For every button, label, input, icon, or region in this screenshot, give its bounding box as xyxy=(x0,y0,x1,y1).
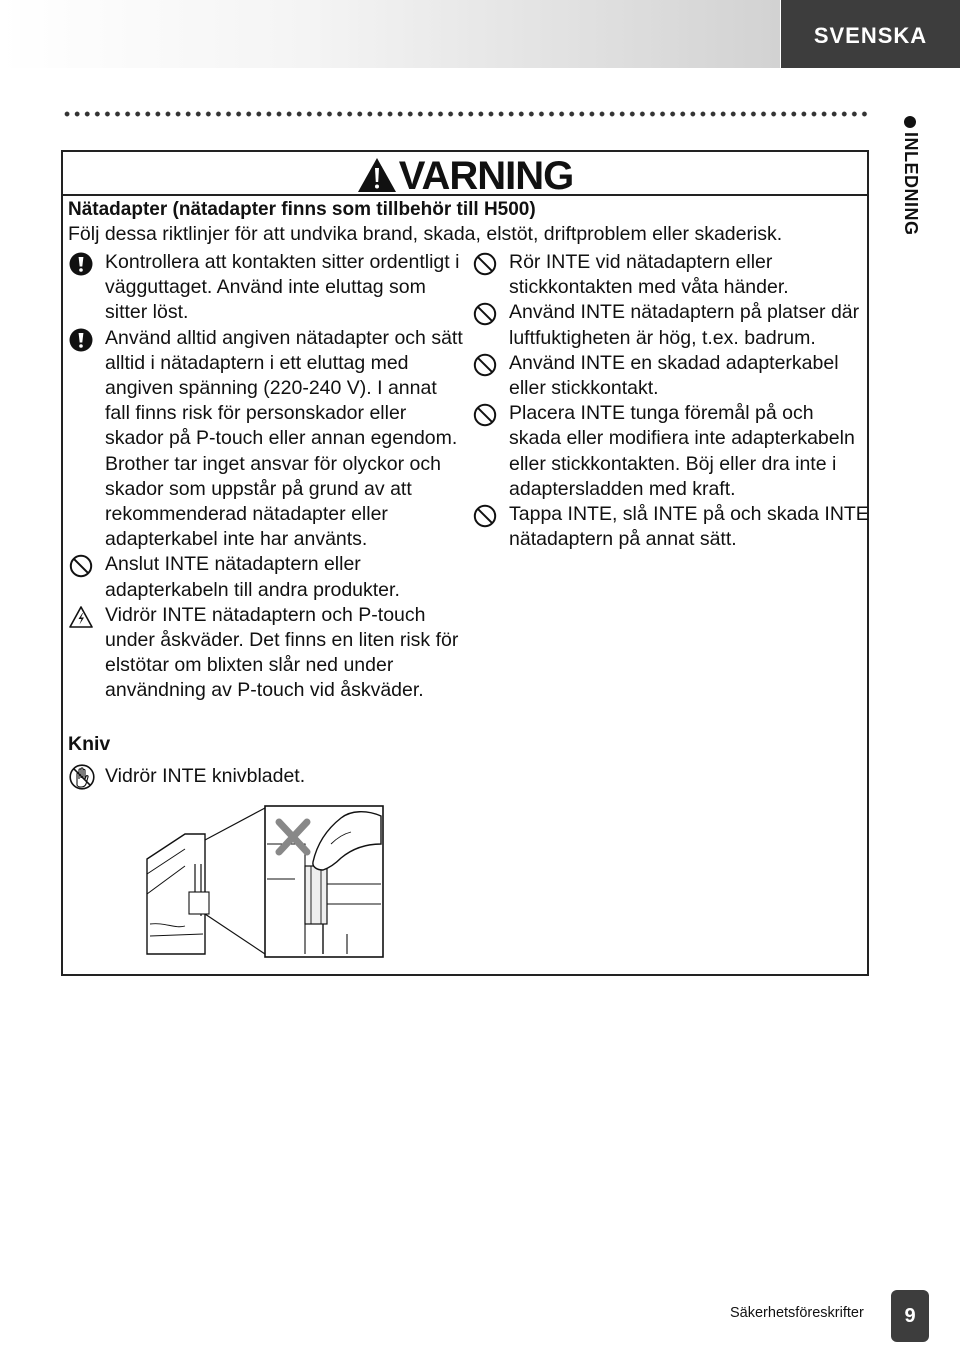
section-side-label xyxy=(890,112,930,252)
footer-section-name: Säkerhetsföreskrifter xyxy=(730,1305,864,1321)
warning-item-text: Tappa INTE, slå INTE på och skada INTE nätadaptern på annat sätt. xyxy=(509,503,869,551)
prohibition-icon xyxy=(473,353,497,377)
warning-item xyxy=(509,502,869,552)
language-label: SVENSKA xyxy=(813,23,928,48)
warning-item xyxy=(509,401,869,502)
prohibition-icon xyxy=(473,403,497,427)
warning-item xyxy=(105,552,465,602)
warning-item xyxy=(509,250,869,300)
adapter-heading: Nätadapter (nätadapter finns som tillbehör till H500) xyxy=(68,199,536,220)
warning-item-text: Använd INTE en skadad adapterkabel eller stickkontakt. xyxy=(509,351,839,400)
warning-item xyxy=(105,250,465,326)
warning-item xyxy=(509,300,869,350)
right-column xyxy=(509,250,869,552)
exclamation-icon xyxy=(69,252,93,276)
warning-item-text: Kontrollera att kontakten sitter ordentligt i vägguttaget. Använd inte eluttag som sitter löst. xyxy=(105,251,460,324)
page-number-badge xyxy=(891,1290,929,1342)
prohibition-icon xyxy=(69,554,93,578)
language-tab xyxy=(781,0,960,68)
warning-title: VARNING xyxy=(398,154,574,198)
warning-triangle-icon xyxy=(357,157,397,193)
bullet-dot-icon xyxy=(904,116,916,128)
warning-item-text: Använd INTE nätadaptern på platser där luftfuktigheten är hög, t.ex. badrum. xyxy=(509,301,860,349)
knife-warning-item xyxy=(105,764,305,789)
knife-warning-text: Vidrör INTE knivbladet. xyxy=(105,765,306,787)
page-number: 9 xyxy=(904,1304,916,1327)
header-band xyxy=(0,0,780,68)
knife-heading: Kniv xyxy=(68,733,111,755)
section-label: INLEDNING xyxy=(901,132,921,236)
warning-item xyxy=(509,351,869,401)
warning-item-text: Anslut INTE nätadaptern eller adapterkabeln till andra produkter. xyxy=(105,553,400,601)
no-touch-blade-icon xyxy=(69,764,95,790)
warning-item xyxy=(105,326,465,553)
warning-item-text: Vidrör INTE nätadaptern och P-touch under åskväder. Det finns en liten risk för elstötar om blixten slår ned under användning av P-touch vid åskväder. xyxy=(105,603,459,702)
dotted-divider xyxy=(62,110,870,118)
prohibition-icon xyxy=(473,252,497,276)
warning-box xyxy=(61,150,869,976)
left-column xyxy=(105,250,465,704)
warning-item-text: Använd alltid angiven nätadapter och sätt alltid i nätadaptern i ett eluttag med angiven spänning (220-240 V). I annat fall finns risk för personskador eller skador på P-touch eller annan egendom. Brother tar inget ansvar för olyckor och skador som uppstår på grund av att rekommenderad nätadapter eller adapterkabel inte har använts. xyxy=(105,326,463,551)
prohibition-icon xyxy=(473,504,497,528)
electric-shock-icon xyxy=(69,605,93,629)
warning-item-text: Placera INTE tunga föremål på och skada eller modifiera inte adapterkabeln eller stickkontakten. Böj eller dra inte i adaptersladden med kraft. xyxy=(509,402,855,500)
warning-title-bar xyxy=(63,152,867,196)
prohibition-icon xyxy=(473,302,497,326)
exclamation-icon xyxy=(69,328,93,352)
warning-item-text: Rör INTE vid nätadaptern eller stickkontakten med våta händer. xyxy=(509,251,789,299)
cutter-illustration xyxy=(145,804,385,959)
warning-item xyxy=(105,603,465,704)
intro-text: Följ dessa riktlinjer för att undvika brand, skada, elstöt, driftproblem eller skaderisk. xyxy=(68,223,783,245)
